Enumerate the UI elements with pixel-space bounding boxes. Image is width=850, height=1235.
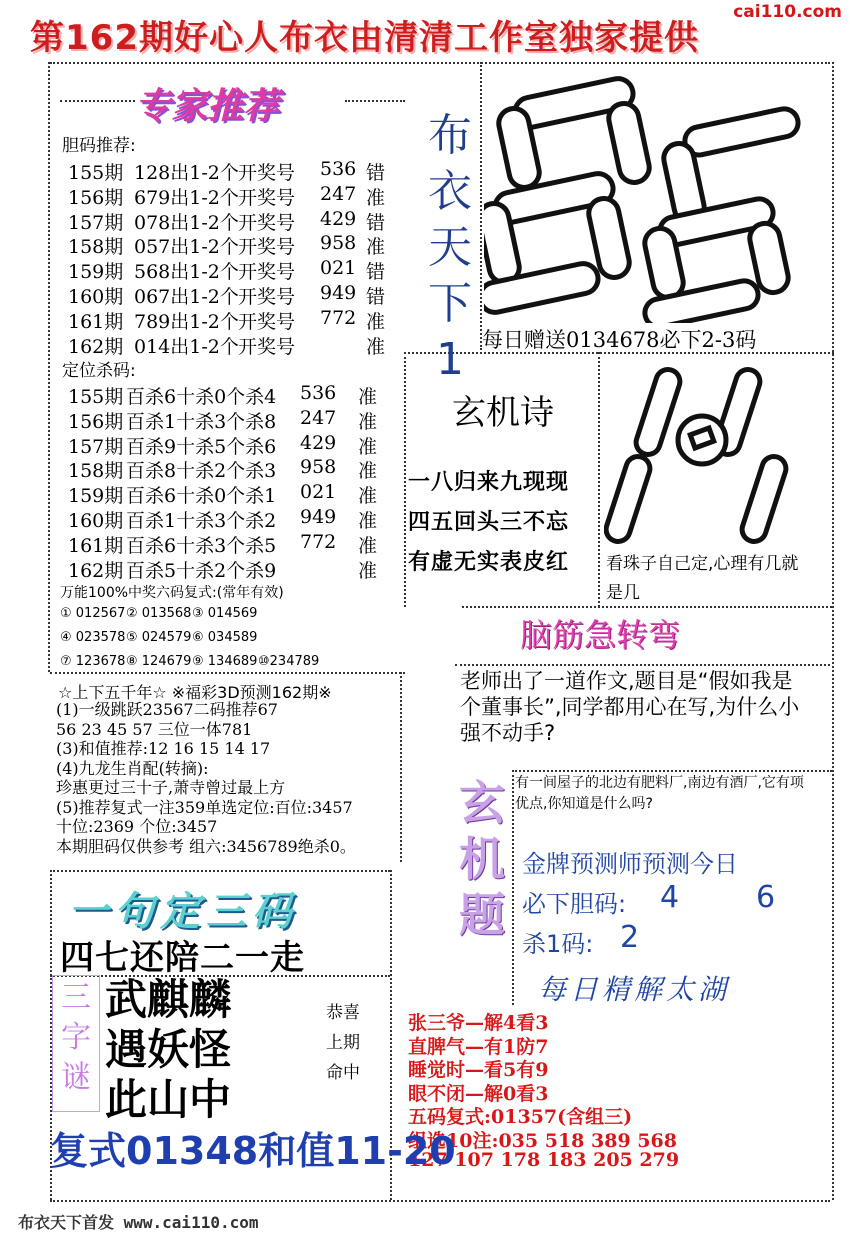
verdict: 准 <box>358 410 378 433</box>
divider <box>48 62 50 672</box>
pick: 百杀5十杀2个杀9 <box>126 559 277 582</box>
verdict: 准 <box>366 236 386 259</box>
verdict: 准 <box>366 335 386 358</box>
period: 156期 <box>68 186 124 209</box>
draw-label: 开奖号 <box>238 211 296 234</box>
divider <box>50 870 390 872</box>
draw-label: 开奖号 <box>238 186 296 209</box>
fushi-summary: 复式01348和值11-20 <box>50 1129 456 1173</box>
pick: 679出1-2个 <box>134 186 239 209</box>
must-value-b: 6 <box>756 880 776 915</box>
riddle-word: 遇妖怪 <box>105 1025 232 1074</box>
prediction-line: (5)推荐复式一注359单选定位:百位:3457 <box>56 797 353 817</box>
taihu-line: 127 107 178 183 205 279 <box>408 1149 680 1171</box>
result: 949 <box>300 506 337 528</box>
result: 958 <box>300 456 337 479</box>
six-code: ① 012567 <box>60 606 126 621</box>
footer-text: 布衣天下首发 www.cai110.com <box>18 1213 259 1232</box>
vertical-char: 谜 <box>61 1060 91 1095</box>
taihu-line: 五码复式:01357(含组三) <box>408 1106 633 1128</box>
digit-segment <box>606 101 652 185</box>
period: 162期 <box>68 559 124 582</box>
six-code: ⑥ 034589 <box>192 630 258 645</box>
poem-line: 有虚无实表皮红 <box>408 550 570 575</box>
period: 157期 <box>68 435 124 458</box>
six-code: ⑨ 134689 <box>192 654 258 669</box>
period: 160期 <box>68 510 124 532</box>
vertical-char: 1 <box>436 334 464 385</box>
big-86-figure <box>484 68 804 323</box>
draw-label: 开奖号 <box>238 286 296 308</box>
divider <box>832 62 834 1200</box>
congrats-line: 上期 <box>326 1033 360 1053</box>
pick: 057出1-2个 <box>134 236 239 259</box>
verdict: 准 <box>358 534 378 557</box>
six-code: ⑤ 024579 <box>126 630 192 645</box>
taihu-line: 睡觉时—看5有9 <box>408 1059 549 1081</box>
period: 155期 <box>68 386 124 408</box>
kill-title: 定位杀码: <box>62 361 136 381</box>
result: 536 <box>300 382 337 404</box>
result: 429 <box>300 431 337 454</box>
verdict: 准 <box>358 559 378 582</box>
divider <box>345 100 405 102</box>
period: 160期 <box>68 286 124 308</box>
divider <box>400 672 402 862</box>
pick: 百杀6十杀0个杀1 <box>126 485 277 508</box>
verdict: 准 <box>358 460 378 483</box>
digit-segment <box>682 106 800 157</box>
result: 949 <box>320 282 357 304</box>
vertical-char: 衣 <box>428 166 472 217</box>
xuanji-riddle: 有一间屋子的北边有肥料厂,南边有酒厂,它有项优点,你知道是什么吗? <box>515 775 804 812</box>
divider <box>50 672 405 674</box>
pick: 078出1-2个 <box>134 211 239 234</box>
poem-line: 四五回头三不忘 <box>408 510 570 535</box>
period: 157期 <box>68 211 124 234</box>
result: 021 <box>300 481 337 504</box>
pick: 568出1-2个 <box>134 261 239 284</box>
vertical-char: 机 <box>459 832 505 886</box>
period: 159期 <box>68 261 124 284</box>
vertical-char: 题 <box>459 888 505 942</box>
pick: 百杀1十杀3个杀2 <box>126 510 277 532</box>
divider <box>50 1200 830 1202</box>
result: 247 <box>320 182 357 205</box>
six-code: ⑦ 123678 <box>60 654 126 669</box>
bead <box>633 366 683 457</box>
prediction-line: 本期胆码仅供参考 组六:3456789绝杀0。 <box>56 836 356 856</box>
verdict: 错 <box>366 211 386 234</box>
period: 158期 <box>68 460 124 483</box>
verdict: 准 <box>366 310 386 333</box>
pick: 014出1-2个 <box>134 335 239 358</box>
period: 158期 <box>68 236 124 259</box>
one-line-title: 一句定三码 <box>68 889 298 935</box>
six-code: ③ 014569 <box>192 606 258 621</box>
divider <box>512 770 832 772</box>
one-line-answer: 四七还陪二一走 <box>60 938 305 978</box>
kill-value: 2 <box>620 920 640 955</box>
divider <box>455 664 830 666</box>
result: 772 <box>300 530 337 553</box>
draw-label: 开奖号 <box>238 236 296 259</box>
poem-line: 一八归来九现现 <box>408 470 570 495</box>
kill-label: 杀1码: <box>522 930 594 958</box>
divider <box>50 62 830 64</box>
vertical-char: 三 <box>61 980 91 1015</box>
divider <box>598 352 600 607</box>
brain-teaser-title: 脑筋急转弯 <box>520 616 681 654</box>
result: 536 <box>320 158 357 180</box>
pick: 067出1-2个 <box>134 286 239 308</box>
prediction-line: (1)一级跳跃23567二码推荐67 <box>56 700 278 719</box>
divider <box>404 352 406 607</box>
prediction-line: 珍惠更过三十子,萧寺曾过最上方 <box>56 778 286 797</box>
period: 156期 <box>68 410 124 433</box>
taihu-line: 张三爷—解4看3 <box>408 1012 549 1034</box>
vertical-char: 玄 <box>459 776 505 830</box>
result: 021 <box>320 257 357 280</box>
site-logo: cai110.com <box>733 2 842 22</box>
taihu-line: 组选10注:035 518 389 568 <box>408 1129 677 1152</box>
xuanji-vertical-title <box>452 775 512 943</box>
daily-gift: 每日赠送0134678必下2-3码 <box>482 328 757 352</box>
result: 772 <box>320 306 357 329</box>
prediction-title: ☆上下五千年☆ ※福彩3D预测162期※ <box>58 683 332 702</box>
draw-label: 开奖号 <box>238 335 296 358</box>
verdict: 准 <box>366 186 386 209</box>
riddle-words <box>105 975 231 1125</box>
six-code-title: 万能100%中奖六码复式:(常年有效) <box>60 585 284 601</box>
six-code: ② 013568 <box>126 606 192 621</box>
verdict: 准 <box>358 510 378 532</box>
verdict: 准 <box>358 485 378 508</box>
prediction-line: 56 23 45 57 三位一体781 <box>56 719 253 739</box>
congrats-line: 命中 <box>326 1063 360 1083</box>
prediction-line: (3)和值推荐:12 16 15 14 17 <box>56 739 271 758</box>
period: 162期 <box>68 335 124 358</box>
result: 247 <box>300 406 337 429</box>
draw-label: 开奖号 <box>238 310 296 333</box>
verdict: 错 <box>366 162 386 184</box>
six-code: ④ 023578 <box>60 630 126 645</box>
verdict: 错 <box>366 261 386 284</box>
taihu-title: 每日精解太湖 <box>538 973 731 1006</box>
pick: 百杀9十杀5个杀6 <box>126 435 277 458</box>
taihu-line: 眼不闭—解0看3 <box>408 1082 549 1105</box>
period: 159期 <box>68 485 124 508</box>
period: 155期 <box>68 162 124 184</box>
vertical-char: 天 <box>428 222 472 273</box>
bead <box>739 453 789 544</box>
verdict: 准 <box>358 435 378 458</box>
beads-coin-figure <box>604 360 794 550</box>
three-char-label <box>55 978 97 1098</box>
riddle-word: 此山中 <box>105 1075 232 1124</box>
riddle-word: 武麒麟 <box>105 975 232 1024</box>
brain-teaser-text: 老师出了一道作文,题目是“假如我是个董事长”,同学都用心在写,为什么小强不动手? <box>460 669 800 745</box>
divider <box>512 770 514 1005</box>
draw-label: 开奖号 <box>238 261 296 284</box>
congrats-line: 恭喜 <box>326 1003 360 1023</box>
prediction-line: 十位:2369 个位:3457 <box>56 817 218 836</box>
pick: 百杀6十杀3个杀5 <box>126 534 277 557</box>
divider <box>480 62 482 350</box>
congrats-note <box>318 998 368 1088</box>
pick: 789出1-2个 <box>134 310 239 333</box>
vertical-char: 下 <box>428 278 472 329</box>
must-value-a: 4 <box>660 880 680 915</box>
result: 958 <box>320 232 357 255</box>
gold-predictor-title: 金牌预测师预测今日 <box>522 850 738 878</box>
period: 161期 <box>68 310 124 333</box>
verdict: 准 <box>358 386 378 408</box>
prediction-line: (4)九龙生肖配(转摘): <box>56 758 209 778</box>
pick: 百杀8十杀2个杀3 <box>126 460 277 483</box>
vertical-char: 布 <box>428 110 472 161</box>
dan-title: 胆码推荐: <box>62 136 136 156</box>
beads-caption: 看珠子自己定,心理有几就是几 <box>606 554 799 603</box>
draw-label: 开奖号 <box>238 162 296 184</box>
bead <box>604 453 653 544</box>
pick: 128出1-2个 <box>134 162 239 184</box>
must-label: 必下胆码: <box>522 890 627 918</box>
taihu-line: 直脾气—有1防7 <box>408 1035 549 1058</box>
poem-title: 玄机诗 <box>452 393 554 433</box>
expert-title: 专家推荐 <box>135 86 280 127</box>
result: 429 <box>320 207 357 230</box>
page-title: 第162期好心人布衣由清清工作室独家提供 <box>30 18 699 58</box>
verdict: 错 <box>366 286 386 308</box>
vertical-char: 字 <box>61 1020 91 1055</box>
buyi-vertical-title <box>420 108 480 388</box>
six-code: ⑩234789 <box>258 654 320 669</box>
pick: 百杀1十杀3个杀8 <box>126 410 277 433</box>
divider <box>60 100 135 102</box>
pick: 百杀6十杀0个杀4 <box>126 386 277 408</box>
coin-hole <box>690 428 714 448</box>
six-code: ⑧ 124679 <box>126 654 192 669</box>
period: 161期 <box>68 534 124 557</box>
